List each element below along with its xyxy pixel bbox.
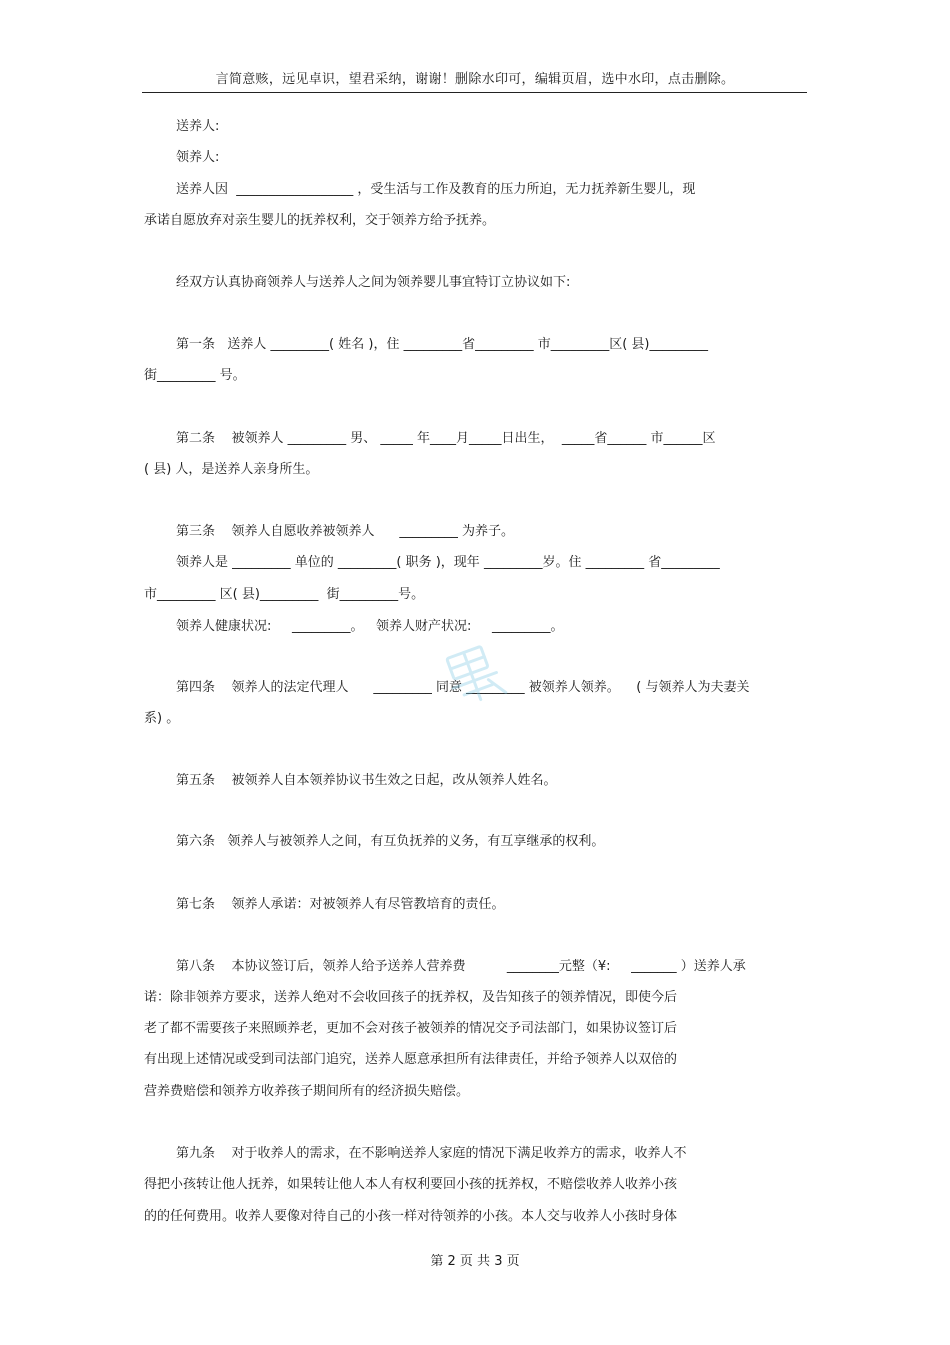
adopter-label: 领养人: [176, 150, 220, 165]
page-header: 言简意赅，远见卓识，望君采纳，谢谢！删除水印可，编辑页眉，选中水印，点击删除。 [215, 72, 735, 87]
article-9-line-1: 第九条 对于收养人的需求，在不影响送养人家庭的情况下满足收养方的需求，收养人不 [176, 1146, 687, 1161]
article-8-line-1: 第八条 本协议签订后，领养人给予送养人营养费 ________元整（¥: _______ ）送养人承 [176, 959, 746, 974]
article-3-line-1: 第三条 领养人自愿收养被领养人 _________ 为养子。 [176, 524, 514, 539]
article-3-line-3: 市_________ 区( 县)_________ 街_________号。 [144, 587, 425, 602]
article-9-line-2: 得把小孩转让他人抚养，如果转让他人本人有权利要回小孩的抚养权，不赔偿收养人收养小孩 [144, 1177, 678, 1192]
article-3-line-2: 领养人是 _________ 单位的 _________( 职务 )，现年 _________岁。住 _________ 省_________ [176, 555, 720, 570]
article-4-line-1: 第四条 领养人的法定代理人 _________ 同意 _________ 被领养人领养。 ( 与领养人为夫妻关 [176, 680, 750, 695]
article-6: 第六条 领养人与被领养人之间，有互负抚养的义务，有互享继承的权利。 [176, 834, 605, 849]
article-9-line-3: 的的任何费用。收养人要像对待自己的小孩一样对待领养的小孩。本人交与收养人小孩时身体 [144, 1209, 678, 1224]
article-8-line-4: 有出现上述情况或受到司法部门追究，送养人愿意承担所有法律责任，并给予领养人以双倍的 [144, 1052, 678, 1067]
preamble-line-1: 送养人因 __________________ ，受生活与工作及教育的压力所迫，无力抚养新生婴儿，现 [176, 182, 696, 197]
agreement-intro: 经双方认真协商领养人与送养人之间为领养婴儿事宜特订立协议如下: [176, 275, 571, 290]
article-4-line-2: 系) 。 [144, 711, 180, 726]
article-8-line-5: 营养费赔偿和领养方收养孩子期间所有的经济损失赔偿。 [144, 1084, 470, 1099]
sender-label: 送养人: [176, 119, 220, 134]
article-1-line-1: 第一条 送养人 _________( 姓名 )，住 _________省_________ 市_________区( 县)_________ [176, 337, 708, 352]
preamble-line-2: 承诺自愿放弃对亲生婴儿的抚养权利，交于领养方给予抚养。 [144, 213, 496, 228]
article-8-line-3: 老了都不需要孩子来照顾养老，更加不会对孩子被领养的情况交予司法部门，如果协议签订后 [144, 1021, 678, 1036]
article-5: 第五条 被领养人自本领养协议书生效之日起，改从领养人姓名。 [176, 773, 557, 788]
article-2-line-2: ( 县) 人，是送养人亲身所生。 [144, 462, 319, 477]
article-1-line-2: 街_________ 号。 [144, 368, 246, 383]
article-3-line-4: 领养人健康状况: _________。 领养人财产状况: _________。 [176, 619, 564, 634]
header-divider [142, 92, 807, 93]
article-7: 第七条 领养人承诺：对被领养人有尽管教培育的责任。 [176, 897, 505, 912]
article-2-line-1: 第二条 被领养人 _________ 男、 _____ 年____月_____日出生， _____省______ 市______区 [176, 431, 716, 446]
watermark-logo-icon[interactable] [430, 630, 520, 720]
article-8-line-2: 诺：除非领养方要求，送养人绝对不会收回孩子的抚养权，及告知孩子的领养情况，即使今后 [144, 990, 678, 1005]
page-footer: 第 2 页 共 3 页 [430, 1254, 520, 1269]
